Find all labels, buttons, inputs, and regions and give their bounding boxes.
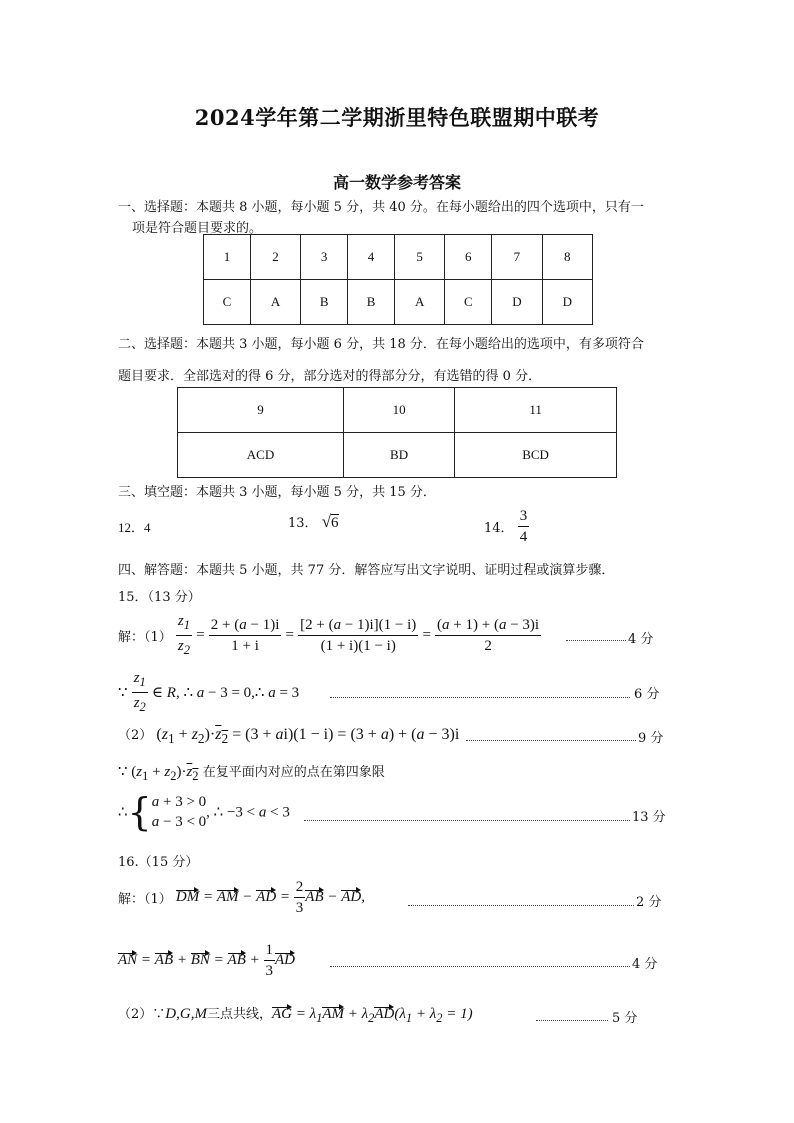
answer-cell: C: [204, 280, 251, 325]
q16-l3-prefix: （2）∵: [118, 1007, 166, 1022]
equals-sign: =: [285, 627, 294, 643]
q16-heading: 16.（15 分）: [118, 855, 199, 870]
answer-cell: B: [301, 280, 348, 325]
q16-line3: [118, 1003, 473, 1026]
part2-description-line2: 题目要求．全部选对的得 6 分，部分选对的得部分分，有选错的得 0 分．: [118, 369, 542, 384]
q15-l3-expr: $(z_1 + z_2)\cdot z_2 = (3 + ai)(1 - i) = (3 + a) + (a - 3)i$: [156, 726, 460, 747]
score-label: 4 分: [632, 957, 658, 972]
page-subtitle: 高一数学参考答案: [332, 173, 461, 192]
question-number: 1: [204, 235, 251, 280]
q14-label: 14．: [484, 521, 514, 536]
score-label: 13 分: [632, 810, 666, 825]
score-label: 2 分: [636, 895, 662, 910]
q15-l1-prefix: 解：（1）: [118, 630, 172, 645]
question-number: 3: [301, 235, 348, 280]
score-label: 9 分: [638, 731, 664, 746]
q14-numerator: 3: [518, 506, 530, 527]
dotted-leader: [330, 966, 630, 967]
q12-answer: 12．4: [118, 520, 151, 535]
part3-description: 三、填空题：本题共 3 小题，每小题 5 分，共 15 分．: [118, 485, 436, 500]
part2-answer-table: [177, 387, 617, 478]
score-label: 6 分: [634, 687, 660, 702]
because-icon: ∵: [118, 685, 128, 701]
part1-answer-table: [203, 234, 593, 325]
answer-cell: B: [348, 280, 395, 325]
q15-l5-result: , ∴ −3 < a < 3: [206, 804, 290, 821]
answer-cell: A: [394, 280, 444, 325]
z1-over-z2: $\frac{z_1}{z_2}$: [177, 613, 191, 657]
q14-answer: [484, 506, 529, 547]
dotted-leader: [536, 1020, 608, 1021]
q14-fraction: [518, 506, 530, 547]
dotted-leader: [566, 640, 626, 641]
question-number: 9: [178, 388, 344, 433]
answer-cell: BD: [343, 433, 454, 478]
q16-l3-points: D,G,M: [165, 1006, 207, 1022]
q15-l4-expr: ∵ $(z_1 + z_2)\cdot z_2$: [118, 764, 199, 783]
question-number: 7: [492, 235, 542, 280]
q14-denominator: 4: [519, 529, 528, 545]
part1-description-line1: 一、选择题：本题共 8 小题，每小题 5 分，共 40 分。在每小题给出的四个选项中，只有一: [118, 200, 644, 215]
part1-description-line2: 项是符合题目要求的。: [132, 221, 263, 236]
answer-cell: D: [542, 280, 592, 325]
answer-cell: ACD: [178, 433, 344, 478]
q15-line4: [118, 761, 385, 784]
part4-description: 四、解答题：本题共 5 小题，共 77 分．解答应写出文字说明、证明过程或演算步骤．: [118, 563, 615, 578]
q15-line5: [118, 792, 290, 832]
fraction-c: $\frac{(a + 1) + (a - 3)i}{2}$: [437, 617, 540, 654]
page-title: 2024学年第二学期浙里特色联盟期中联考: [194, 105, 600, 130]
table-row: [178, 388, 617, 433]
answer-cell: D: [492, 280, 542, 325]
q13-answer: [288, 512, 339, 532]
q16-l3-expr: AG = $\lambda_1AM + \lambda_2AD(\lambda_1 + \lambda_2 = 1)$: [271, 1006, 473, 1025]
dotted-leader: [466, 740, 636, 741]
q15-line2: ∵ $\frac{z_1}{z_2}$ ∈ R, ∴ a − 3 = 0,∴ a = 3: [118, 668, 299, 717]
q15-l4-text: 在复平面内对应的点在第四象限: [202, 765, 385, 780]
q15-l3-prefix: （2）: [118, 728, 153, 743]
equals-sign: =: [422, 627, 431, 643]
question-number: 6: [445, 235, 492, 280]
dotted-leader: [330, 697, 630, 698]
q16-l1-prefix: 解：（1）: [118, 892, 172, 907]
q13-value: 6: [331, 515, 339, 531]
score-label: 5 分: [612, 1011, 638, 1026]
fraction-b: $\frac{[2 + (a - 1)i](1 - i)}{(1 + i)(1 - i)}$: [300, 617, 417, 654]
q15-system: a + 3 > 0 a − 3 < 0: [151, 794, 207, 830]
question-number: 4: [348, 235, 395, 280]
q16-l1-expr: DM = AM − AD =: [175, 889, 294, 905]
q15-heading: 15．（13 分）: [118, 590, 201, 605]
one-third: $\frac{1}{3}$: [265, 942, 273, 979]
two-thirds: $\frac{2}{3}$: [295, 879, 304, 916]
answer-cell: BCD: [455, 433, 617, 478]
table-row: [178, 433, 617, 478]
equals-sign: =: [196, 627, 205, 643]
answer-cell: A: [250, 280, 300, 325]
question-number: 11: [455, 388, 617, 433]
q16-l3-text: 三点共线，: [206, 1007, 272, 1022]
part2-description-line1: 二、选择题：本题共 3 小题，每小题 6 分，共 18 分．在每小题给出的选项中，有多项符合: [118, 337, 644, 352]
answer-cell: C: [445, 280, 492, 325]
score-label: 4 分: [628, 632, 654, 647]
left-brace-icon: {: [127, 790, 152, 834]
therefore-icon: ∴: [118, 804, 128, 821]
q16-line1: 解：（1） DM = AM − AD = $\frac{2}{3}$ AB − AD,: [118, 879, 365, 916]
table-row: [204, 280, 593, 325]
question-number: 8: [542, 235, 592, 280]
table-row: [204, 235, 593, 280]
dotted-leader: [304, 820, 630, 821]
sqrt-icon: √: [321, 512, 332, 531]
question-number: 5: [394, 235, 444, 280]
dotted-leader: [408, 905, 634, 906]
question-number: 10: [343, 388, 454, 433]
fraction-a: $\frac{2 + (a - 1)i}{1 + i}$: [210, 617, 280, 654]
z1-over-z2: $\frac{z_1}{z_2}$: [133, 670, 146, 714]
question-number: 2: [250, 235, 300, 280]
q16-l2-expr: AN = AB + BN = AB +: [118, 952, 264, 968]
q16-line2: AN = AB + BN = AB + $\frac{1}{3}$ AD: [118, 942, 295, 979]
q15-line3: [118, 724, 459, 747]
q13-label: 13．: [288, 516, 318, 531]
q15-line1: [118, 611, 541, 660]
